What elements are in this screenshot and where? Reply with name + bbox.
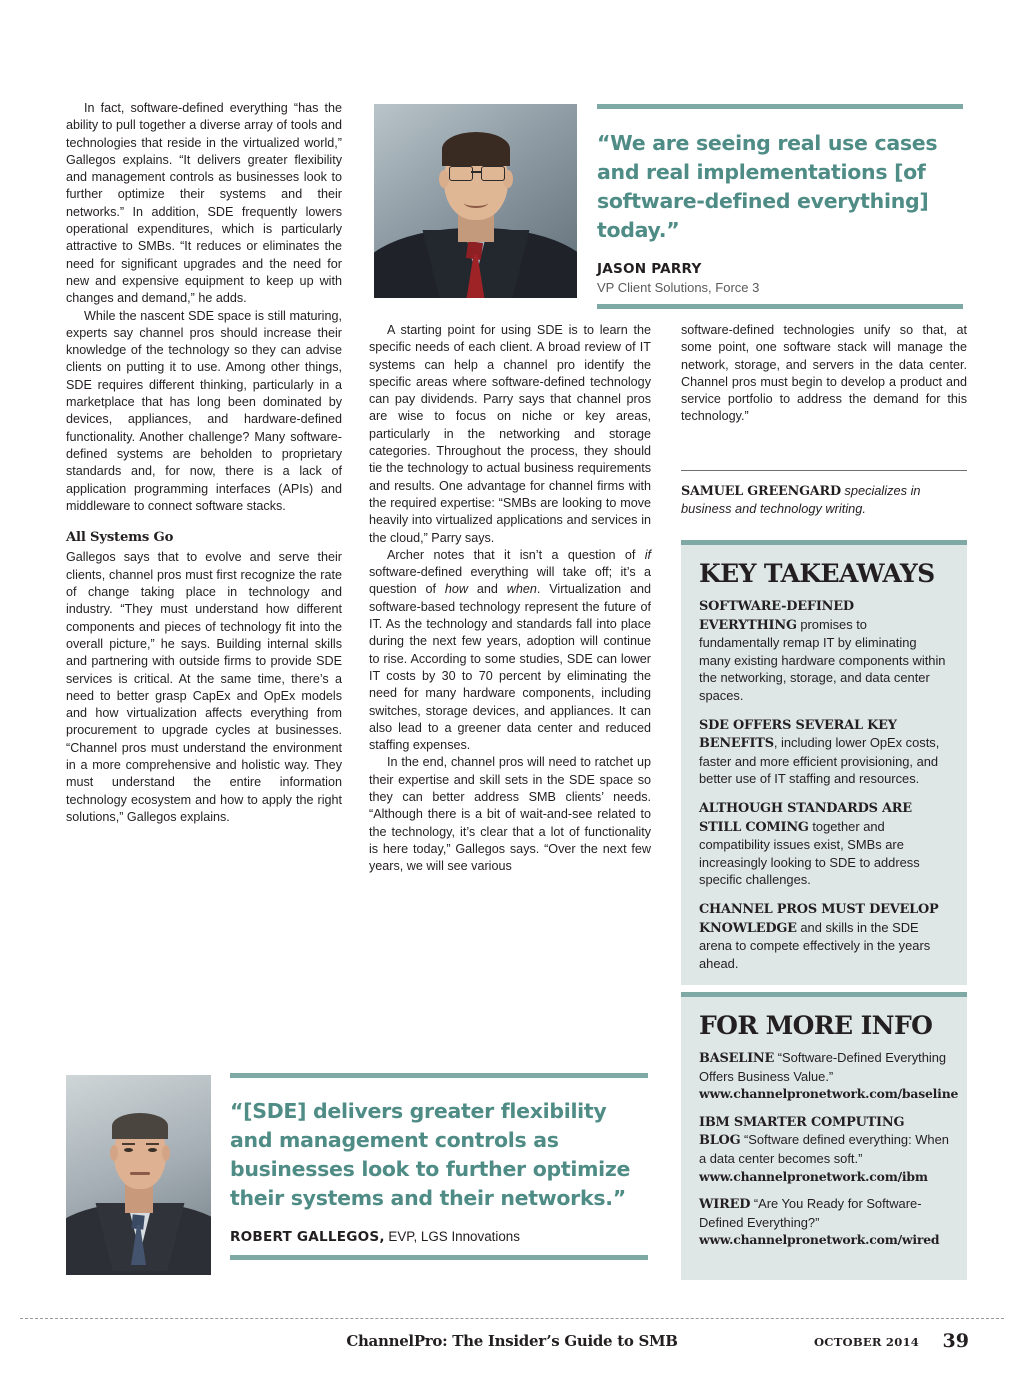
byline-author-description: specializes in business and technology writing. [681, 483, 921, 517]
key-takeaway-item [699, 799, 949, 889]
pullquote-text: “We are seeing real use cases and real implementations [of software-defined everything] today.” [597, 131, 938, 242]
resource-source: WIRED [699, 1197, 751, 1213]
key-takeaway-item [699, 597, 949, 705]
key-takeaway-text: together and compatibility issues exist, SMBs are increasingly looking to SDE to address specific challenges. [699, 818, 920, 888]
key-takeaway-text: , including lower OpEx costs, faster and more efficient provisioning, and better use of IT staffing and resources. [699, 735, 940, 787]
resource-title: “Software-Defined Everything Offers Business Value.” [699, 1050, 947, 1084]
paragraph: Gallegos says that to evolve and serve their clients, channel pros must first recognize the rate of change taking place in technology and industry. “They must understand how different components and pieces of technology fit into the overall picture,” he says. Building internal skills and partnering with outside firms to provide SDE services is critical. At the same time, there’s a need to better grasp CapEx and OpEx models and how virtualization affects everything from procurement to upgrade cycles at businesses. “Channel pros must understand the environment in a more comprehensive and holistic way. They must understand the entire information technology ecosystem and how to apply the right solutions,” Gallegos explains. [66, 550, 342, 824]
pullquote-text: “[SDE] delivers greater flexibility and management controls as businesses look to further optimize their systems and their networks.” [230, 1099, 631, 1210]
key-takeaway-text: promises to fundamentally remap IT by eliminating many existing hardware components within the networking, storage, and data center spaces. [699, 616, 946, 703]
pullquote-attribution [230, 1228, 648, 1246]
article-column-center [369, 322, 651, 876]
pullquote-bottom-rule [597, 304, 963, 309]
author-byline [681, 470, 967, 518]
resource-title: “Software defined everything: When a data center becomes soft.” [699, 1132, 949, 1166]
footer-page-number: 39 [942, 1330, 969, 1352]
resource-item [699, 1113, 949, 1185]
pullquote-attribution-name: ROBERT GALLEGOS, [230, 1229, 385, 1245]
pullquote-bottom-rule [230, 1255, 648, 1260]
resource-url[interactable]: www.channelpronetwork.com/ibm [699, 1168, 928, 1184]
key-takeaways-box [681, 540, 967, 985]
robert-gallegos-photo [66, 1075, 211, 1275]
pullquote-attribution-title: VP Client Solutions, Force 3 [597, 280, 760, 295]
paragraph: A starting point for using SDE is to learn the specific needs of each client. A broad review of IT systems can help a channel pro identify the specific areas where software-defined technology can pay dividends. Parry says that channel pros are wise to focus on niche or key areas, particularly in the networking and storage categories. Throughout the process, they should tie the technology to actual business requirements and results. One advantage for channel firms with the required expertise: “SMBs are looking to move heavily into virtualized applications and services in the cloud,” Parry says. [369, 323, 651, 545]
key-takeaways-title: KEY TAKEAWAYS [699, 559, 935, 588]
pullquote-parry [597, 104, 963, 309]
footer-publication: ChannelPro: The Insider’s Guide to SMB [346, 1332, 678, 1350]
article-column-left [66, 100, 342, 826]
for-more-info-title: FOR MORE INFO [699, 1011, 933, 1040]
for-more-info-body [699, 1049, 959, 1249]
pullquote-gallegos [230, 1073, 648, 1260]
key-takeaway-lead: ALTHOUGH STANDARDS ARE STILL COMING [699, 800, 912, 835]
pullquote-top-rule [597, 104, 963, 109]
key-takeaways-body [699, 597, 949, 972]
key-takeaway-text: and skills in the SDE arena to compete effectively in the years ahead. [699, 919, 931, 971]
footer-issue-date: OCTOBER 2014 [813, 1335, 919, 1349]
for-more-info-box [681, 992, 967, 1280]
section-subheading: All Systems Go [66, 530, 174, 546]
key-takeaway-item [699, 716, 949, 788]
article-column-right [681, 322, 967, 426]
paragraph: In the end, channel pros will need to ratchet up their expertise and skill sets in the SDE space so they can better address SMB clients’ needs. “Although there is a bit of wait-and-see related to the technology, it’s clear that a lot of functionality is here today,” Gallegos says. “Over the next few years, we will see various [369, 755, 651, 874]
paragraph: While the nascent SDE space is still maturing, experts say channel pros should increase their knowledge of the technology so they can advise clients on putting it to use. Among other things, SDE requires different thinking, particularly in a marketplace that has long been dominated by devices, appliances, and hardware-defined functionality. Another challenge? Many software-defined systems are beholden to proprietary standards and, for now, there is a lack of application programming interfaces (APIs) and middleware to connect software stacks. [66, 308, 342, 513]
resource-item [699, 1049, 959, 1103]
pullquote-attribution-name: JASON PARRY [597, 261, 702, 277]
key-takeaway-item [699, 900, 949, 972]
pullquote-attribution-role: EVP, LGS Innovations [384, 1229, 520, 1244]
jason-parry-photo [374, 104, 577, 298]
pullquote-top-rule [230, 1073, 648, 1078]
key-takeaway-lead: SOFTWARE-DEFINED EVERYTHING [699, 599, 854, 633]
resource-source: IBM SMARTER COMPUTING BLOG [699, 1114, 905, 1149]
resource-url[interactable]: www.channelpronetwork.com/wired [699, 1232, 940, 1248]
page-footer [20, 1332, 1004, 1362]
key-takeaway-lead: SDE OFFERS SEVERAL KEY BENEFITS [699, 717, 897, 752]
resource-title: “Are You Ready for Software-Defined Everything?” [699, 1196, 922, 1230]
paragraph: software-defined technologies unify so that, at some point, one software stack will manage the network, storage, and servers in the data center. Channel pros must begin to develop a product and service portfolio to address the demand for this technology.” [681, 323, 967, 424]
resource-item [699, 1195, 949, 1249]
paragraph: In fact, software-defined everything “has the ability to pull together a diverse array of tools and technologies that reside in the virtualized world,” Gallegos explains. “It delivers greater flexibility and management controls as businesses look to further optimize their systems and their networks.” In addition, SDE frequently lowers operational expenditures, which is particularly attractive to SMBs. “It reduces or eliminates the need for significant upgrades and the need for new and expensive equipment to keep up with changes and demand,” he adds. [66, 101, 342, 306]
resource-source: BASELINE [699, 1051, 775, 1066]
key-takeaway-lead: CHANNEL PROS MUST DEVELOP KNOWLEDGE [699, 901, 939, 936]
footer-divider [20, 1318, 1004, 1319]
resource-url[interactable]: www.channelpronetwork.com/baseline [699, 1086, 959, 1102]
paragraph: Archer notes that it isn’t a question of if software-defined everything will take off; it’s a question of how and when. Virtualization and software-based technology represent the future of IT. As the technology and standards fall into place during the next few years, adoption will continue to rise. According to some studies, SDE can lower IT costs by 30 to 70 percent by eliminating the need for many hardware components, including switches, storage devices, and appliances. It can also lead to a greener data center and reduced staffing expenses. [369, 547, 651, 753]
byline-author-name: SAMUEL GREENGARD [681, 484, 841, 499]
